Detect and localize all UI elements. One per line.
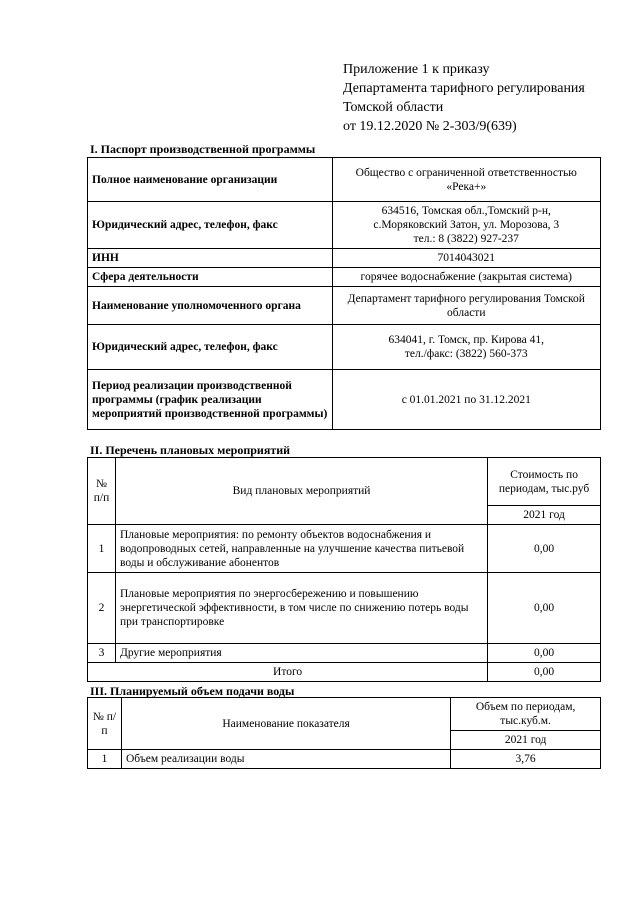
- row-value: 0,00: [488, 525, 601, 573]
- row-num: 3: [88, 644, 116, 663]
- table-row: [88, 249, 601, 268]
- table-row: [88, 525, 601, 573]
- row-name: Плановые мероприятия: по ремонту объектов водоснабжения и водопроводных сетей, направленные на улучшение качества питьевой воды и обслуживание абонентов: [115, 525, 487, 573]
- appendix-line: от 19.12.2020 № 2-303/9(639): [343, 119, 517, 134]
- table-row: [88, 202, 601, 249]
- total-value: 0,00: [488, 663, 601, 682]
- row-name: Другие мероприятия: [115, 644, 487, 663]
- table-row: [88, 370, 601, 430]
- value-line: тел./факс: (3822) 560-373: [404, 348, 528, 360]
- table-row: [88, 750, 601, 769]
- header-num: № п/п: [88, 698, 122, 750]
- table-row: [88, 644, 601, 663]
- header-num: № п/п: [88, 458, 116, 525]
- appendix-line: Департамента тарифного регулирования: [343, 81, 585, 96]
- row-label: Полное наименование организации: [88, 158, 333, 202]
- header-volume: Объем по периодам, тыс.куб.м.: [451, 698, 601, 731]
- table-row: [88, 158, 601, 202]
- table-header-row: [88, 458, 601, 506]
- appendix-line: Томской области: [343, 100, 444, 115]
- row-label: Сфера деятельности: [88, 268, 333, 287]
- appendix-line: Приложение 1 к приказу: [343, 62, 490, 77]
- row-value: горячее водоснабжение (закрытая система): [332, 268, 600, 287]
- section1-title: I. Паспорт производственной программы: [90, 142, 316, 156]
- row-value: [332, 325, 600, 370]
- measures-table: [87, 457, 601, 682]
- row-value: Общество с ограниченной ответственностью «Река+»: [332, 158, 600, 202]
- value-line: 634041, г. Томск, пр. Кирова 41,: [388, 334, 544, 346]
- row-label: Юридический адрес, телефон, факс: [88, 325, 333, 370]
- row-num: 1: [88, 750, 122, 769]
- row-value: 0,00: [488, 644, 601, 663]
- row-label: Наименование уполномоченного органа: [88, 287, 333, 325]
- row-name: Объем реализации воды: [121, 750, 450, 769]
- header-name: Вид плановых мероприятий: [115, 458, 487, 525]
- row-value: Департамент тарифного регулирования Томской области: [332, 287, 600, 325]
- total-label: Итого: [88, 663, 488, 682]
- row-value: 7014043021: [332, 249, 600, 268]
- row-value: [332, 202, 600, 249]
- table-row: [88, 573, 601, 644]
- section2-title: II. Перечень плановых мероприятий: [90, 443, 291, 457]
- value-line: тел.: 8 (3822) 927-237: [413, 233, 519, 245]
- header-year: 2021 год: [488, 506, 601, 525]
- appendix-header: [343, 60, 585, 136]
- row-label: Период реализации производственной программы (график реализации мероприятий производственной программы): [88, 370, 333, 430]
- row-value: 0,00: [488, 573, 601, 644]
- table-row: [88, 325, 601, 370]
- row-num: 2: [88, 573, 116, 644]
- row-label: Юридический адрес, телефон, факс: [88, 202, 333, 249]
- header-cost: Стоимость по периодам, тыс.руб: [488, 458, 601, 506]
- row-value: 3,76: [451, 750, 601, 769]
- volume-table: [87, 697, 601, 769]
- table-header-row: [88, 698, 601, 731]
- header-name: Наименование показателя: [121, 698, 450, 750]
- value-line: с.Моряковский Затон, ул. Морозова, 3: [373, 219, 560, 231]
- header-year: 2021 год: [451, 731, 601, 750]
- row-value: с 01.01.2021 по 31.12.2021: [332, 370, 600, 430]
- table-row: [88, 287, 601, 325]
- section3-title: III. Планируемый объем подачи воды: [90, 684, 295, 698]
- row-num: 1: [88, 525, 116, 573]
- value-line: 634516, Томская обл.,Томский р-н,: [381, 205, 551, 217]
- row-label: ИНН: [88, 249, 333, 268]
- total-row: [88, 663, 601, 682]
- passport-table: [87, 157, 601, 430]
- row-name: Плановые мероприятия по энергосбережению и повышению энергетической эффективности, в том числе по снижению потерь воды при транспортировке: [115, 573, 487, 644]
- table-row: [88, 268, 601, 287]
